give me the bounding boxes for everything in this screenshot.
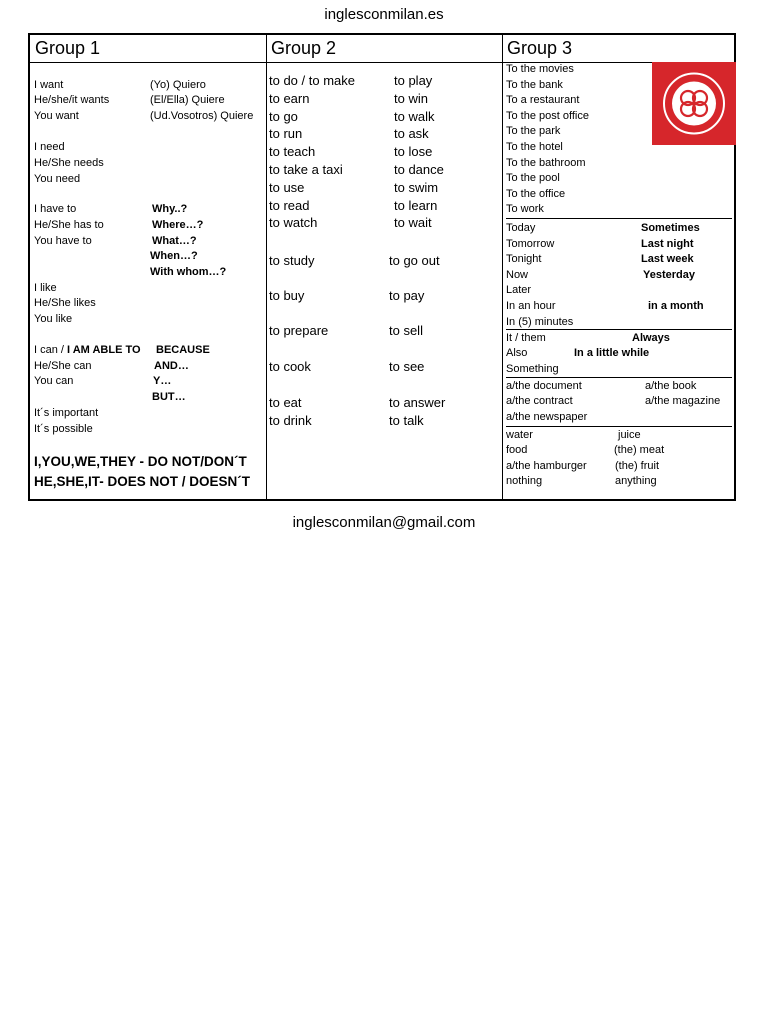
verb-pair-right: to talk	[389, 413, 424, 428]
verb-left: to do / to make	[269, 73, 355, 88]
verb-pair-left: to drink	[269, 413, 312, 428]
also: Also	[506, 347, 528, 359]
i-can-line	[34, 343, 141, 357]
he-wants-es: (El/Ella) Quiere	[150, 94, 225, 106]
last-week: Last week	[641, 253, 694, 265]
verb-left: to run	[269, 126, 303, 142]
what: What…?	[152, 235, 197, 247]
verb-right: to walk	[394, 108, 435, 124]
but: BUT…	[152, 391, 186, 403]
time-item: Later	[506, 284, 532, 297]
time-item: In (5) minutes	[506, 315, 574, 328]
anything: anything	[615, 475, 657, 487]
with-whom: With whom…?	[150, 266, 227, 278]
verb-right: to wait	[394, 215, 432, 231]
the-fruit: (the) fruit	[615, 460, 660, 472]
verb-left: to take a taxi	[269, 162, 343, 177]
the-meat: (the) meat	[614, 444, 665, 456]
negative-do-not: I,YOU,WE,THEY - DO NOT/DON´T	[34, 454, 247, 469]
in-a-month: in a month	[648, 300, 704, 312]
place-item: To the office	[506, 187, 566, 200]
group-2-column	[266, 35, 503, 499]
something: Something	[506, 363, 559, 375]
contact-email[interactable]: inglesconmilan@gmail.com	[292, 514, 476, 531]
sometimes: Sometimes	[641, 222, 700, 234]
verb-right: to dance	[394, 162, 444, 177]
group-2-title: Group 2	[271, 38, 337, 58]
it-them: It / them	[506, 332, 546, 344]
the-document: a/the document	[506, 380, 582, 392]
i-can: I can /	[34, 344, 68, 356]
yesterday: Yesterday	[643, 269, 695, 281]
verb-left: to use	[269, 179, 305, 195]
why: Why..?	[152, 203, 188, 215]
last-night: Last night	[641, 238, 694, 250]
verb-right: to lose	[394, 144, 433, 160]
verb-pair-right: to answer	[389, 395, 446, 410]
place-item: To the park	[506, 125, 561, 138]
time-item: Now	[506, 268, 529, 281]
he-likes: He/She likes	[34, 297, 96, 309]
water: water	[506, 429, 533, 441]
i-want-es: (Yo) Quiero	[150, 79, 206, 91]
place-item: To work	[506, 203, 544, 216]
i-like: I like	[34, 282, 57, 294]
place-item: To the pool	[506, 172, 560, 185]
group-3-column	[502, 35, 736, 499]
group-1-title: Group 1	[35, 38, 101, 58]
its-important: It´s important	[34, 407, 99, 419]
time-item: Today	[506, 222, 536, 234]
you-can: You can	[34, 375, 74, 387]
where: Where…?	[152, 219, 204, 231]
time-item: In an hour	[506, 300, 556, 312]
place-item: To the bank	[506, 78, 563, 91]
verb-left: to earn	[269, 90, 310, 106]
he-can: He/She can	[34, 360, 92, 372]
time-item: Tonight	[506, 253, 542, 266]
group-1-header	[30, 35, 266, 63]
verb-right: to play	[394, 73, 433, 88]
logo-emblem-icon	[652, 62, 736, 145]
verb-pair-right: to see	[389, 359, 425, 374]
group-3-header	[502, 35, 736, 63]
divider	[506, 218, 732, 219]
i-need: I need	[34, 141, 65, 153]
site-url: inglesconmilan.es	[324, 6, 444, 23]
verb-pair-left: to prepare	[269, 323, 329, 338]
divider	[506, 377, 732, 378]
time-item: Tomorrow	[506, 237, 555, 250]
verb-pair-left: to cook	[269, 359, 311, 374]
verb-right: to swim	[394, 179, 439, 195]
place-item: To the post office	[506, 109, 589, 122]
divider	[506, 426, 732, 427]
the-contract: a/the contract	[506, 395, 573, 407]
you-like: You like	[34, 313, 73, 325]
verb-pair-right: to go out	[389, 253, 440, 268]
divider	[506, 329, 732, 330]
group-2-header	[266, 35, 502, 63]
group-1-column	[30, 35, 267, 499]
place-item: To the movies	[506, 63, 574, 75]
logo	[652, 62, 736, 145]
you-need: You need	[34, 173, 81, 185]
he-has-to: He/She has to	[34, 219, 104, 231]
the-hamburger: a/the hamburger	[506, 460, 587, 472]
you-want: You want	[34, 110, 79, 122]
when: When…?	[150, 250, 198, 262]
verb-right: to ask	[394, 126, 429, 142]
nothing: nothing	[506, 475, 543, 487]
you-want-es: (Ud.Vosotros) Quiere	[150, 110, 254, 122]
because: BECAUSE	[156, 344, 210, 356]
i-am-able: I AM ABLE TO	[67, 344, 141, 356]
vocabulary-table	[28, 33, 736, 501]
group-3-title: Group 3	[507, 38, 573, 58]
verb-pair-right: to pay	[389, 288, 425, 303]
verb-right: to win	[394, 90, 428, 106]
you-have-to: You have to	[34, 235, 92, 247]
y: Y…	[153, 375, 172, 387]
the-book: a/the book	[645, 380, 697, 392]
its-possible: It´s possible	[34, 423, 93, 435]
always: Always	[632, 332, 670, 344]
food: food	[506, 444, 528, 456]
i-have-to: I have to	[34, 203, 77, 215]
verb-left: to go	[269, 108, 298, 124]
verb-left: to teach	[269, 144, 316, 160]
the-magazine: a/the magazine	[645, 395, 721, 407]
he-needs: He/She needs	[34, 157, 104, 169]
place-item: To the bathroom	[506, 156, 586, 169]
verb-left: to read	[269, 197, 310, 213]
verb-pair-left: to buy	[269, 288, 305, 303]
and: AND…	[154, 360, 189, 372]
negative-does-not: HE,SHE,IT- DOES NOT / DOESN´T	[34, 474, 251, 489]
verb-pair-left: to eat	[269, 395, 302, 410]
i-want: I want	[34, 79, 64, 91]
in-a-little-while: In a little while	[574, 347, 650, 359]
place-item: To a restaurant	[506, 94, 580, 107]
verb-right: to learn	[394, 197, 438, 213]
verb-left: to watch	[269, 215, 318, 231]
verb-pair-right: to sell	[389, 323, 423, 338]
the-newspaper: a/the newspaper	[506, 411, 588, 423]
he-wants: He/she/it wants	[34, 94, 110, 106]
juice: juice	[618, 429, 641, 441]
verb-pair-left: to study	[269, 253, 315, 268]
place-item: To the hotel	[506, 141, 563, 153]
